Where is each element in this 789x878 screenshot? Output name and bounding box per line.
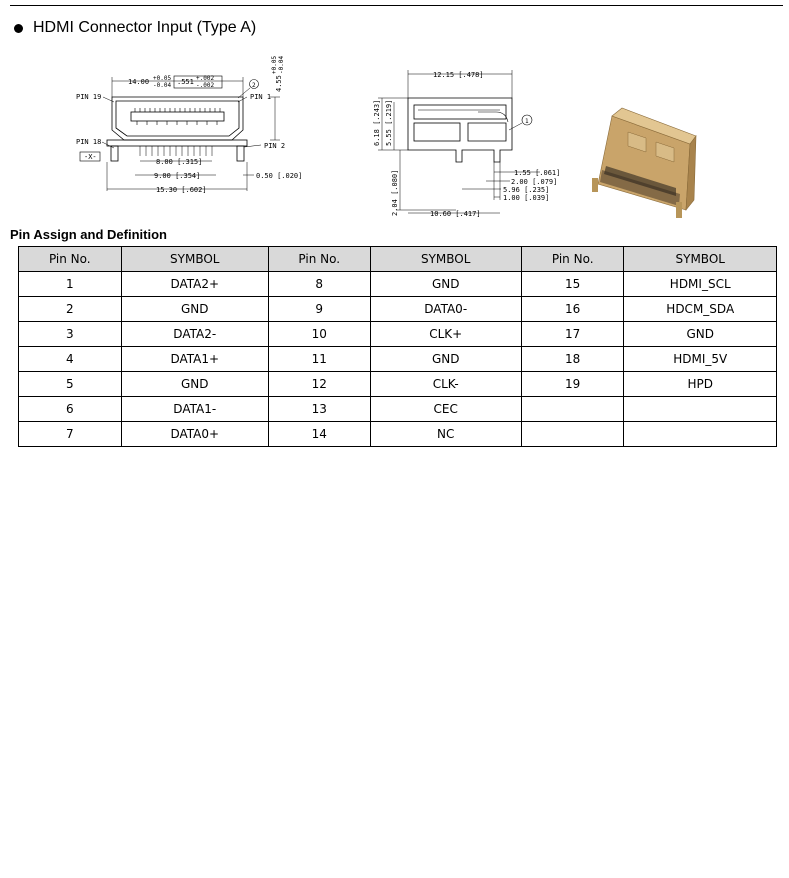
dim-596-label: 5.96 [.235] xyxy=(503,186,550,194)
table-cell: HDCM_SDA xyxy=(624,297,777,322)
column-header: SYMBOL xyxy=(121,247,268,272)
pin2-label: PIN 2 xyxy=(264,142,286,150)
table-cell xyxy=(624,422,777,447)
table-row xyxy=(19,347,777,372)
table-cell: DATA1- xyxy=(121,397,268,422)
datum-label: -X- xyxy=(84,153,97,161)
dim-455-label: 4.55 xyxy=(275,75,283,92)
dim-618-label: 6.18 [.243] xyxy=(373,99,381,146)
table-cell: 6 xyxy=(19,397,122,422)
table-cell xyxy=(521,422,624,447)
dim-155-label: 1.55 [.061] xyxy=(514,169,561,177)
table-cell: DATA1+ xyxy=(121,347,268,372)
column-header: SYMBOL xyxy=(624,247,777,272)
dim-200-label: 2.00 [.079] xyxy=(511,178,558,186)
dim-050-label: 0.50 [.020] xyxy=(256,172,303,180)
column-header: Pin No. xyxy=(268,247,370,272)
table-cell: DATA0- xyxy=(370,297,521,322)
table-cell: 4 xyxy=(19,347,122,372)
table-cell: 8 xyxy=(268,272,370,297)
table-cell: 14 xyxy=(268,422,370,447)
table-cell: 11 xyxy=(268,347,370,372)
table-cell: 3 xyxy=(19,322,122,347)
table-cell: 13 xyxy=(268,397,370,422)
bullet-icon xyxy=(14,24,23,33)
dim-555-label: 5.55 [.219] xyxy=(385,99,393,146)
dim-900-label: 9.00 [.354] xyxy=(154,172,201,180)
front-view-labels xyxy=(76,56,302,194)
table-row xyxy=(19,322,777,347)
column-header: SYMBOL xyxy=(370,247,521,272)
table-cell: NC xyxy=(370,422,521,447)
table-cell: GND xyxy=(370,347,521,372)
table-cell: 9 xyxy=(268,297,370,322)
table-row xyxy=(19,297,777,322)
connector-drawings xyxy=(0,50,789,225)
callout-1-label: 1 xyxy=(525,118,529,125)
table-row xyxy=(19,422,777,447)
table-cell: GND xyxy=(624,322,777,347)
dim-455-tol-bottom: -0.04 xyxy=(278,55,285,74)
table-cell: 1 xyxy=(19,272,122,297)
table-cell: GND xyxy=(121,297,268,322)
table-cell: 18 xyxy=(521,347,624,372)
dim-204-label: 2.04 [.080] xyxy=(391,169,399,216)
table-cell: 2 xyxy=(19,297,122,322)
dim-1060-label: 10.60 [.417] xyxy=(430,210,481,218)
table-cell: 12 xyxy=(268,372,370,397)
dim-455-tol-top: +0.05 xyxy=(271,55,278,74)
callout-2-label: 2 xyxy=(252,82,256,89)
table-header-row xyxy=(19,247,777,272)
pin-assignment-table xyxy=(18,246,777,447)
table-cell: DATA2- xyxy=(121,322,268,347)
dim-1215-label: 12.15 [.478] xyxy=(433,71,484,79)
top-rule xyxy=(10,5,783,6)
table-cell: HDMI_5V xyxy=(624,347,777,372)
column-header: Pin No. xyxy=(19,247,122,272)
dim-14-tol-top: +0.05 xyxy=(153,75,172,82)
dim-100-label: 1.00 [.039] xyxy=(503,194,550,202)
table-cell: CEC xyxy=(370,397,521,422)
column-header: Pin No. xyxy=(521,247,624,272)
dim-1530-label: 15.30 [.602] xyxy=(156,186,207,194)
table-cell: 16 xyxy=(521,297,624,322)
table-cell xyxy=(624,397,777,422)
table-cell: GND xyxy=(121,372,268,397)
table-cell: 15 xyxy=(521,272,624,297)
table-cell: DATA0+ xyxy=(121,422,268,447)
table-row xyxy=(19,397,777,422)
table-cell: 10 xyxy=(268,322,370,347)
table-cell: CLK- xyxy=(370,372,521,397)
dim-551-label: .551 xyxy=(177,78,194,86)
table-row xyxy=(19,372,777,397)
pin1-label: PIN 1 xyxy=(250,93,272,101)
dim-551-tol-bottom: -.002 xyxy=(196,82,215,89)
table-cell xyxy=(521,397,624,422)
pin-assign-heading: Pin Assign and Definition xyxy=(10,227,167,242)
section-heading-text: HDMI Connector Input (Type A) xyxy=(33,19,257,36)
section-heading xyxy=(14,19,256,37)
pin18-label: PIN 18 xyxy=(76,138,102,146)
table-cell: DATA2+ xyxy=(121,272,268,297)
table-cell: 17 xyxy=(521,322,624,347)
pin19-label: PIN 19 xyxy=(76,93,102,101)
table-cell: 7 xyxy=(19,422,122,447)
dim-551-tol-top: +.002 xyxy=(196,75,215,82)
table-cell: GND xyxy=(370,272,521,297)
table-row xyxy=(19,272,777,297)
table-cell: CLK+ xyxy=(370,322,521,347)
side-view-labels xyxy=(373,71,560,218)
table-cell: HDMI_SCL xyxy=(624,272,777,297)
table-cell: 19 xyxy=(521,372,624,397)
table-cell: HPD xyxy=(624,372,777,397)
connector-photo xyxy=(592,108,696,218)
dim-14-tol-bottom: -0.04 xyxy=(153,82,172,89)
dim-14-label: 14.00 xyxy=(128,78,150,86)
table-cell: 5 xyxy=(19,372,122,397)
dim-800-label: 8.00 [.315] xyxy=(156,158,203,166)
